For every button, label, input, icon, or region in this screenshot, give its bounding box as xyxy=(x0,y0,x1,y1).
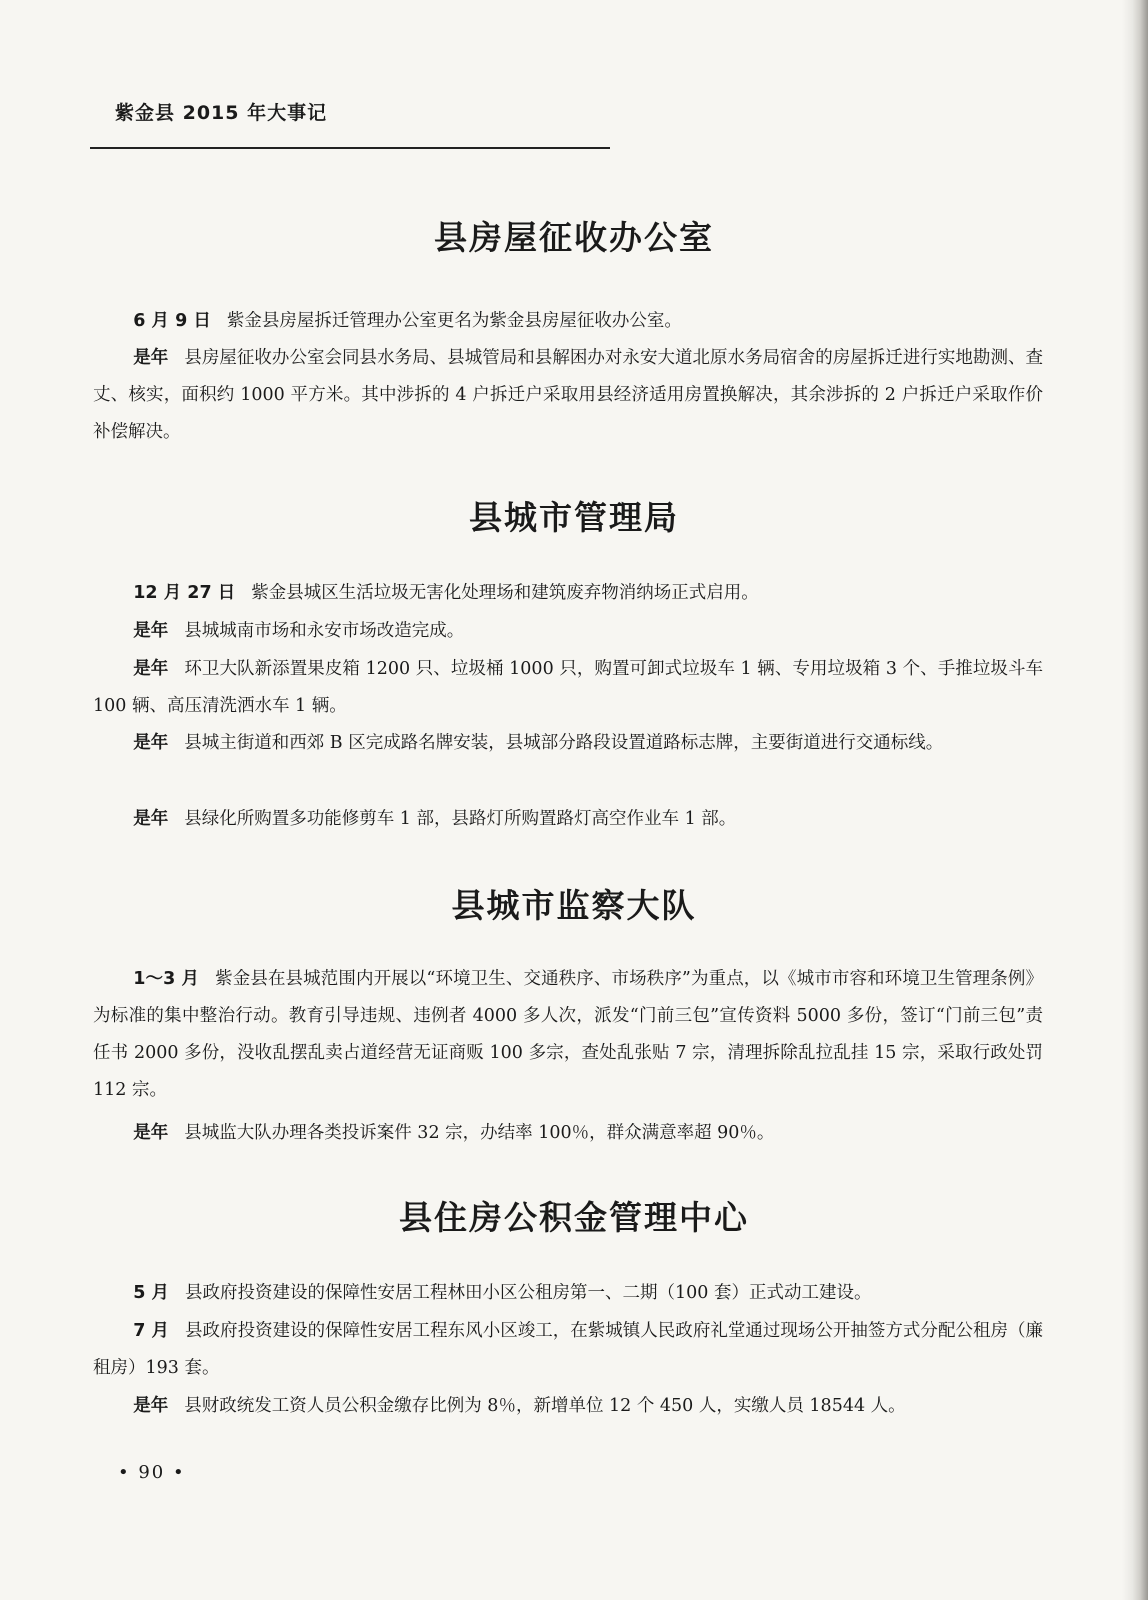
entry-date: 是年 xyxy=(133,1123,169,1143)
entry-date: 是年 xyxy=(133,1396,169,1416)
page-number: • 90 • xyxy=(118,1462,186,1483)
entry-text: 紫金县房屋拆迁管理办公室更名为紫金县房屋征收办公室。 xyxy=(226,311,682,331)
entry-date: 5 月 xyxy=(133,1283,170,1303)
section-title-urban-management: 县城市管理局 xyxy=(469,498,679,537)
entry-date: 1～3 月 xyxy=(133,969,200,989)
entry-paragraph xyxy=(93,725,1043,762)
entry-paragraph xyxy=(93,801,1043,838)
entry-paragraph xyxy=(93,1313,1043,1387)
entry-date: 7 月 xyxy=(133,1321,170,1341)
entry-text: 县城城南市场和永安市场改造完成。 xyxy=(184,621,465,641)
entry-date: 是年 xyxy=(133,733,169,753)
section-title-urban-inspection: 县城市监察大队 xyxy=(451,886,697,925)
entry-paragraph xyxy=(93,1115,1043,1152)
entry-paragraph xyxy=(93,961,1043,1109)
entry-text: 县政府投资建设的保障性安居工程东风小区竣工，在紫城镇人民政府礼堂通过现场公开抽签方式分配公租房（廉租房）193 套。 xyxy=(93,1321,1043,1378)
section-title-housing-expropriation: 县房屋征收办公室 xyxy=(434,218,714,257)
header-rule xyxy=(90,147,610,149)
entry-text: 县城主街道和西郊 B 区完成路名牌安装，县城部分路段设置道路标志牌，主要街道进行交通标线。 xyxy=(184,733,944,753)
section-title-housing-fund: 县住房公积金管理中心 xyxy=(399,1198,749,1237)
entry-text: 县房屋征收办公室会同县水务局、县城管局和县解困办对永安大道北原水务局宿舍的房屋拆迁进行实地勘测、查丈、核实，面积约 1000 平方米。其中涉拆的 4 户拆迁户采取用县经济适用房置换解决，其余涉拆的 2 户拆迁户采取作价补偿解决。 xyxy=(93,348,1044,442)
entry-paragraph xyxy=(93,303,1043,340)
entry-text: 县绿化所购置多功能修剪车 1 部，县路灯所购置路灯高空作业车 1 部。 xyxy=(184,809,737,829)
entry-text: 环卫大队新添置果皮箱 1200 只、垃圾桶 1000 只，购置可卸式垃圾车 1 辆、专用垃圾箱 3 个、手推垃圾斗车 100 辆、高压清洗洒水车 1 辆。 xyxy=(93,659,1044,716)
entry-text: 紫金县城区生活垃圾无害化处理场和建筑废弃物消纳场正式启用。 xyxy=(251,583,759,603)
entry-paragraph xyxy=(93,575,1043,612)
entry-date: 是年 xyxy=(133,348,169,368)
entry-text: 县政府投资建设的保障性安居工程林田小区公租房第一、二期（100 套）正式动工建设。 xyxy=(185,1283,872,1303)
entry-date: 6 月 9 日 xyxy=(133,311,211,331)
entry-date: 是年 xyxy=(133,809,169,829)
running-header: 紫金县 2015 年大事记 xyxy=(115,102,328,124)
entry-paragraph xyxy=(93,1275,1043,1312)
entry-date: 是年 xyxy=(133,659,169,679)
entry-date: 12 月 27 日 xyxy=(133,583,236,603)
entry-paragraph xyxy=(93,613,1043,650)
entry-paragraph xyxy=(93,340,1043,451)
entry-text: 紫金县在县城范围内开展以“环境卫生、交通秩序、市场秩序”为重点，以《城市市容和环境卫生管理条例》为标准的集中整治行动。教育引导违规、违例者 4000 多人次，派发“门前三包”宣传资料 5000 多份，签订“门前三包”责任书 2000 多份，没收乱摆乱卖占道经营无证商贩 100 多宗，查处乱张贴 7 宗，清理拆除乱拉乱挂 15 宗，采取行政处罚 112 宗。 xyxy=(93,969,1043,1100)
entry-text: 县财政统发工资人员公积金缴存比例为 8％，新增单位 12 个 450 人，实缴人员 18544 人。 xyxy=(184,1396,906,1416)
entry-paragraph xyxy=(93,651,1043,725)
entry-paragraph xyxy=(93,1388,1043,1425)
entry-date: 是年 xyxy=(133,621,169,641)
entry-text: 县城监大队办理各类投诉案件 32 宗，办结率 100％，群众满意率超 90％。 xyxy=(184,1123,775,1143)
